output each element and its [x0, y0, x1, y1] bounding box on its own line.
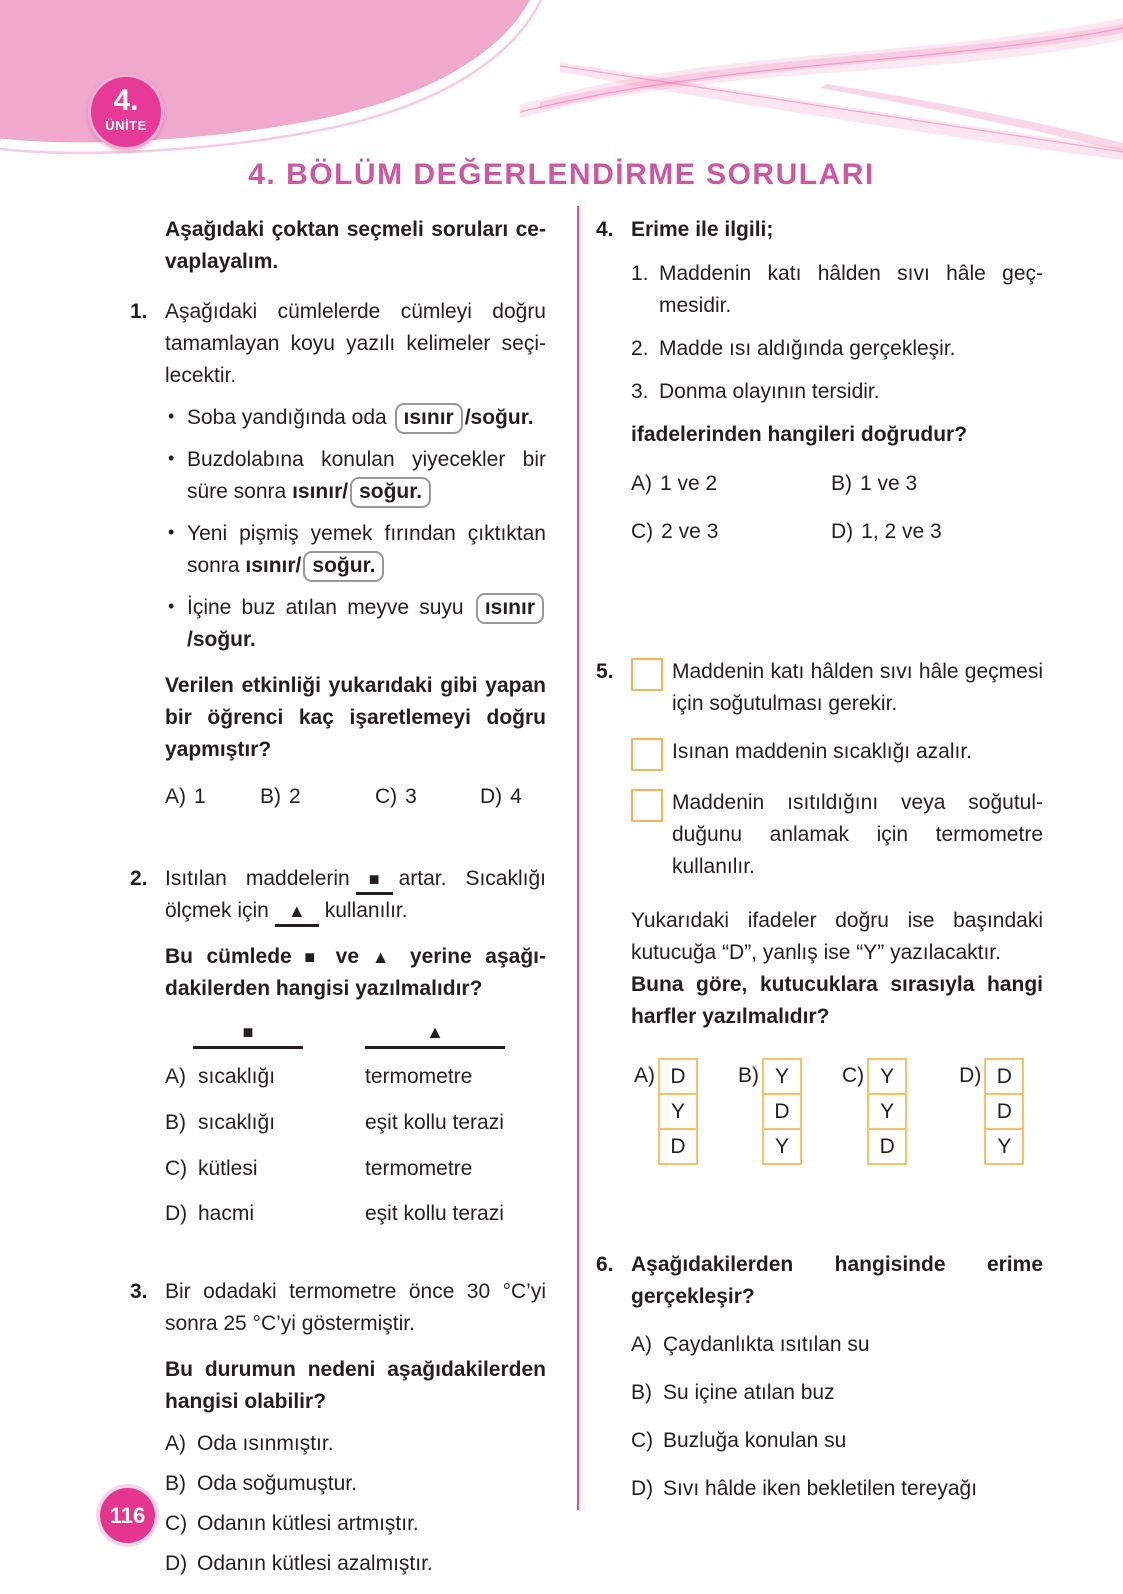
option-c	[631, 516, 831, 548]
question-3-number: 3.	[130, 1280, 148, 1304]
row-b-letter: B)	[165, 1110, 186, 1134]
page-number-badge	[100, 1488, 155, 1543]
row-c-col1: kütlesi	[198, 1156, 258, 1180]
bullet-item-2	[165, 444, 546, 508]
question-6	[596, 1249, 1043, 1504]
dy-box: Y	[867, 1093, 907, 1130]
options-row-1	[631, 468, 1043, 500]
dy-box: D	[762, 1093, 802, 1130]
option-b-letter: B)	[738, 1064, 759, 1088]
bullet-3-bold-text: ısınır/	[245, 553, 302, 577]
dy-box: Y	[762, 1058, 802, 1095]
question-5-number: 5.	[596, 660, 614, 684]
option-b	[631, 1377, 1043, 1409]
intro-instruction: Aşağıdaki çoktan seçmeli soruları cevaplayalım.	[165, 218, 546, 273]
question-2-table-headers	[165, 1023, 546, 1049]
question-2-prompt	[165, 941, 546, 1005]
option-a-letter: A)	[634, 1064, 655, 1088]
option-d	[631, 1473, 1043, 1505]
option-d	[831, 516, 1043, 548]
question-6-options	[631, 1329, 1043, 1505]
option-a-text: 1 ve 2	[660, 472, 718, 496]
dy-box: D	[658, 1058, 698, 1095]
option-a-letter: A)	[631, 1333, 652, 1357]
row-c-col2: termometre	[365, 1156, 473, 1180]
bullet-item-3	[165, 518, 546, 582]
bullet-2-text: Buzdolabına konulan yiyecekler bir süre sonra	[187, 447, 546, 503]
option-c	[375, 781, 480, 813]
corner-blob-graphic	[0, 0, 541, 153]
answer-checkbox-2	[631, 738, 663, 771]
option-b-letter: B)	[260, 784, 281, 808]
option-c-text: Odanın kütlesi artmıştır.	[197, 1511, 419, 1535]
option-c	[842, 1058, 907, 1165]
triangle-column-header: ▲	[365, 1023, 505, 1049]
answer-checkbox-1	[631, 658, 663, 691]
option-a-boxes	[658, 1058, 698, 1165]
row-d-col2: eşit kollu terazi	[365, 1202, 504, 1226]
table-row-b	[165, 1107, 546, 1139]
triangle-icon-2: ▲	[371, 946, 398, 967]
bullet-item-4	[165, 592, 546, 656]
left-column	[130, 214, 546, 1588]
list-item-1	[631, 258, 1043, 322]
unit-badge-number: 4.	[113, 84, 139, 118]
question-4-stem: Erime ile ilgili;	[631, 218, 774, 241]
boxed-word-sogur: soğur.	[350, 477, 431, 508]
square-icon: ■	[368, 868, 380, 889]
option-b-letter: B)	[631, 1381, 652, 1405]
question-5-prompt: Buna göre, kutucuklara sırasıyla hangi harfler yazılmalıdır?	[631, 972, 1043, 1028]
option-a-text: 1	[194, 784, 206, 808]
option-b	[831, 468, 1043, 500]
statement-3-text: Maddenin ısıtıldığını veya soğutulduğunu anlamak için termometre kullanılır.	[672, 791, 1043, 878]
list-item-2	[631, 333, 1043, 365]
boxed-word-isinir-2: ısınır	[476, 593, 544, 624]
question-4	[596, 214, 1043, 548]
square-column-header: ■	[193, 1023, 303, 1049]
question-3-stem: Bir odadaki termometre önce 30 °C’yi sonra 25 °C’yi göstermiştir.	[165, 1280, 546, 1336]
statement-2	[631, 736, 1043, 771]
header-decoration	[0, 0, 1123, 175]
answer-checkbox-3	[631, 789, 663, 822]
option-c-letter: C)	[631, 520, 654, 544]
list-item-1-text: Maddenin katı hâlden sıvı hâle geçmesidir.	[659, 261, 1043, 317]
statement-3	[631, 787, 1043, 883]
statement-1	[631, 656, 1043, 720]
option-a-letter: A)	[165, 784, 186, 808]
prompt-text: Bu cümlede	[165, 944, 292, 968]
list-item-3-text: Donma olayının tersidir.	[659, 379, 880, 403]
dy-box: Y	[658, 1093, 698, 1130]
question-4-items	[631, 258, 1043, 408]
question-1-prompt: Verilen etkinliği yukarıdaki gibi yapan bir öğrenci kaç işaretlemeyi doğru yapmıştır?	[165, 674, 546, 762]
option-b	[738, 1058, 802, 1165]
options-row-2	[631, 516, 1043, 548]
dy-box: Y	[867, 1058, 907, 1095]
dy-box: Y	[762, 1128, 802, 1165]
question-3	[130, 1276, 546, 1579]
boxed-word-isinir: ısınır	[395, 403, 463, 434]
option-a	[165, 1428, 546, 1460]
row-c-letter: C)	[165, 1156, 188, 1180]
question-4-prompt: ifadelerinden hangileri doğrudur?	[631, 422, 968, 446]
question-3-options	[165, 1428, 546, 1580]
option-a	[631, 1329, 1043, 1361]
row-a-col1: sıcaklığı	[198, 1064, 276, 1088]
wave-ribbons-graphic	[520, 18, 1123, 160]
page-title: 4. BÖLÜM DEĞERLENDİRME SORULARI	[248, 158, 875, 191]
dy-box: D	[984, 1093, 1024, 1130]
dy-box: Y	[984, 1128, 1024, 1165]
option-c-letter: C)	[842, 1064, 865, 1088]
option-b-text: Su içine atılan buz	[663, 1381, 835, 1405]
option-b-text: 1 ve 3	[860, 472, 918, 496]
question-1	[130, 296, 546, 813]
option-b	[260, 781, 375, 813]
bullet-3-text: Yeni pişmiş yemek fırından çıktıktan sonra	[187, 521, 546, 577]
option-d-text: Sıvı hâlde iken bekletilen tereyağı	[663, 1476, 978, 1500]
triangle-icon: ▲	[287, 900, 306, 921]
table-row-d	[165, 1198, 546, 1230]
list-item-2-number: 2.	[631, 336, 649, 360]
row-b-col2: eşit kollu terazi	[365, 1110, 504, 1134]
option-a	[634, 1058, 698, 1165]
triangle-symbol-underlined	[275, 902, 319, 927]
statement-1-text: Maddenin katı hâlden sıvı hâle geçmesi için soğutulması gerekir.	[672, 660, 1043, 716]
table-row-c	[165, 1153, 546, 1185]
question-4-number: 4.	[596, 218, 614, 241]
table-row-a	[165, 1061, 546, 1093]
option-c-letter: C)	[375, 784, 398, 808]
square-icon-2: ■	[304, 946, 323, 967]
option-c-letter: C)	[165, 1511, 188, 1535]
list-item-3-number: 3.	[631, 379, 649, 403]
bullet-1-text: Soba yandığında oda	[187, 405, 393, 429]
prompt-text-3: yerine aşağıdakilerden hangisi yazılmalıdır?	[165, 944, 546, 1000]
bullet-2-bold-text: ısınır/	[292, 479, 349, 503]
question-1-stem: Aşağıdaki cümlelerde cümleyi doğru tamamlayan koyu yazılı kelimeler seçilecektir.	[165, 299, 546, 387]
bullet-4-text: İçine buz atılan meyve suyu	[187, 596, 474, 620]
option-a	[631, 468, 831, 500]
unit-badge	[88, 74, 164, 150]
bullet-item-1	[165, 402, 546, 434]
option-c-text: Buzluğa konulan su	[663, 1429, 847, 1453]
option-b-boxes	[762, 1058, 802, 1165]
question-1-number: 1.	[130, 299, 148, 323]
option-d	[959, 1058, 1024, 1165]
option-c-text: 3	[405, 784, 417, 808]
option-c-letter: C)	[631, 1429, 654, 1453]
prompt-text-2: ve	[335, 944, 360, 968]
option-c-boxes	[867, 1058, 907, 1165]
boxed-word-sogur-2: soğur.	[303, 551, 384, 582]
question-2-stem	[165, 863, 546, 927]
option-b-text: 2	[289, 784, 301, 808]
stem-text-2: artar. Sıcaklığı ölçmek için	[165, 866, 546, 922]
row-d-col1: hacmi	[198, 1202, 255, 1226]
option-c	[165, 1508, 546, 1540]
question-6-stem: Aşağıdakilerden hangisinde erime gerçekleşir?	[631, 1253, 1043, 1309]
column-divider	[577, 206, 579, 1510]
statement-2-text: Isınan maddenin sıcaklığı azalır.	[672, 740, 972, 764]
list-item-3	[631, 376, 1043, 408]
list-item-2-text: Madde ısı aldığında gerçekleşir.	[659, 336, 956, 360]
question-3-prompt: Bu durumun nedeni aşağıdakilerden hangisi olabilir?	[165, 1358, 546, 1414]
option-a-text: Çaydanlıkta ısıtılan su	[663, 1333, 870, 1357]
option-d-letter: D)	[831, 520, 854, 544]
option-a-letter: A)	[165, 1431, 186, 1455]
stem-text-3: kullanılır.	[324, 898, 408, 922]
option-b	[165, 1468, 546, 1500]
row-a-col2: termometre	[365, 1064, 473, 1088]
dy-box: D	[867, 1128, 907, 1165]
option-d-text: 1, 2 ve 3	[861, 520, 942, 544]
option-b-text: Oda soğumuştur.	[197, 1471, 357, 1495]
question-5-options	[596, 1058, 1043, 1165]
row-d-letter: D)	[165, 1202, 188, 1226]
option-d-letter: D)	[631, 1476, 654, 1500]
option-b-letter: B)	[165, 1471, 186, 1495]
question-5	[596, 656, 1043, 1165]
right-column	[596, 214, 1043, 1521]
option-a-text: Oda ısınmıştır.	[197, 1431, 334, 1455]
option-d-boxes	[984, 1058, 1024, 1165]
option-d	[165, 1548, 546, 1580]
option-a-letter: A)	[631, 472, 652, 496]
dy-box: D	[658, 1128, 698, 1165]
question-2-number: 2.	[130, 866, 148, 890]
row-a-letter: A)	[165, 1064, 186, 1088]
square-symbol-underlined	[356, 870, 393, 895]
question-4-options	[631, 468, 1043, 548]
row-b-col1: sıcaklığı	[198, 1110, 276, 1134]
option-d-letter: D)	[480, 784, 503, 808]
stem-text: Isıtılan maddelerin	[165, 866, 350, 890]
bullet-4-bold-text: /soğur.	[187, 628, 256, 652]
page-number: 116	[109, 1502, 146, 1528]
dy-box: D	[984, 1058, 1024, 1095]
question-5-note: Yukarıdaki ifadeler doğru ise başındaki kutucuğa “D”, yanlış ise “Y” yazılacaktır.	[631, 908, 1043, 964]
option-c-text: 2 ve 3	[661, 520, 719, 544]
option-c	[631, 1425, 1043, 1457]
unit-badge-label: ÜNİTE	[105, 117, 147, 133]
bullet-1-bold-text: /soğur.	[464, 405, 534, 429]
question-1-options	[165, 781, 546, 813]
option-b-letter: B)	[831, 472, 852, 496]
option-d-text: 4	[510, 784, 522, 808]
option-a	[165, 781, 260, 813]
question-6-number: 6.	[596, 1253, 614, 1277]
option-d-letter: D)	[959, 1064, 982, 1088]
list-item-1-number: 1.	[631, 261, 649, 285]
option-d-letter: D)	[165, 1551, 188, 1575]
question-2	[130, 863, 546, 1230]
option-d-text: Odanın kütlesi azalmıştır.	[197, 1551, 433, 1575]
option-d	[480, 781, 546, 813]
